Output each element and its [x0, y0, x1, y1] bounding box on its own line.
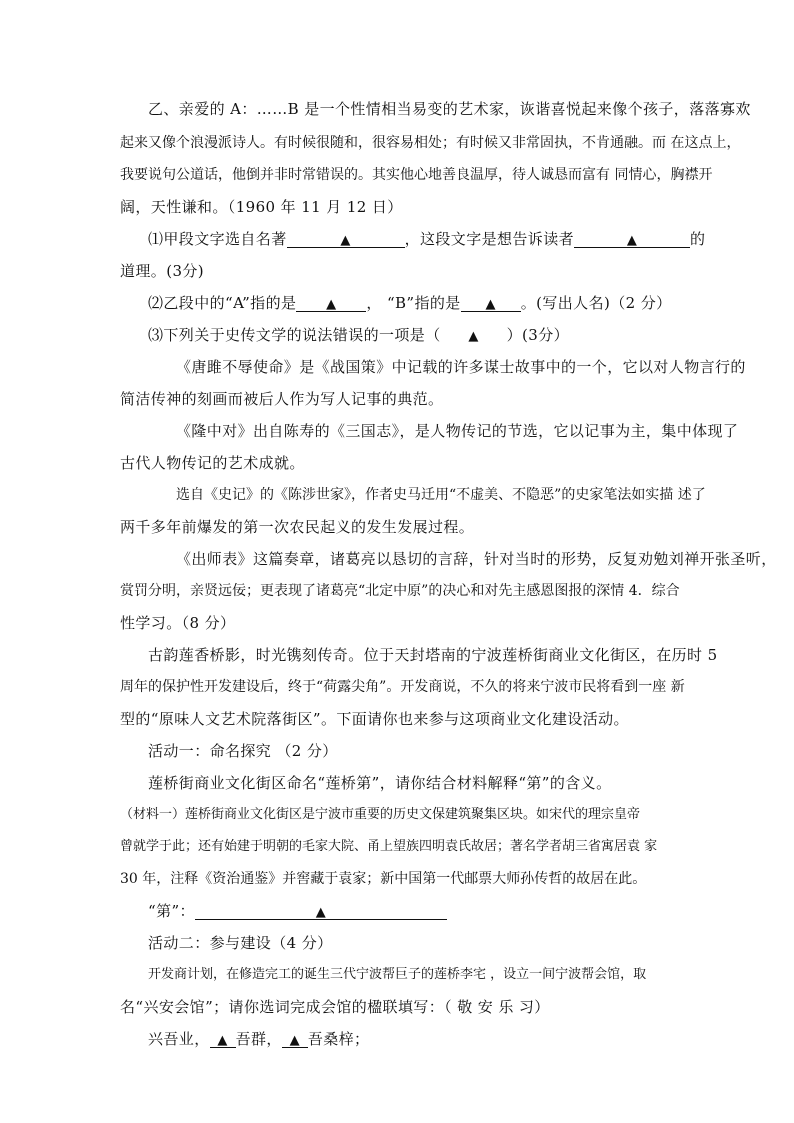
answer-blank[interactable]	[210, 1032, 236, 1048]
triangle-marker-icon: ▲	[340, 233, 351, 248]
question-2	[148, 296, 672, 312]
activity-2-line-1: 开发商计划，在修造完工的诞生三代宁波帮巨子的莲桥李宅 ，设立一间宁波帮会馆，取	[148, 967, 647, 982]
question-1-text-c: 的	[690, 230, 706, 248]
triangle-marker-icon: ▲	[485, 297, 496, 312]
answer-slot[interactable]	[441, 328, 507, 343]
question-2-text-c: 。(写出人名)（2 分）	[520, 294, 672, 312]
triangle-marker-icon: ▲	[315, 905, 327, 920]
activity-1-prompt: 莲桥街商业文化街区命名“莲桥第”，请你结合材料解释“第”的含义。	[148, 774, 612, 792]
option-a-line-1: 《唐雎不辱使命》是《战国策》中记载的许多谋士故事中的一个，它以对人物言行的	[176, 358, 746, 376]
answer-blank[interactable]	[282, 1032, 308, 1048]
option-c-line-1: 选自《史记》的《陈涉世家》，作者史马迁用“不虚美、不隐恶”的史家笔法如实描 述了	[176, 487, 706, 503]
answer-blank[interactable]	[574, 232, 690, 248]
option-d-line-1: 《出师表》这篇奏章，诸葛亮以恳切的言辞，针对当时的形势，反复劝勉刘禅开张圣听，	[176, 550, 777, 568]
triangle-marker-icon: ▲	[626, 233, 638, 248]
answer-label: “第”：	[148, 902, 195, 920]
question-1-text-b: ，这段文字是想告诉读者	[404, 230, 575, 248]
answer-blank[interactable]	[296, 296, 366, 312]
answer-blank[interactable]	[461, 296, 521, 312]
intro-line-1: 古韵莲香桥影，时光镌刻传奇。位于天封塔南的宁波莲桥街商业文化街区，在历时 5	[148, 646, 718, 664]
question-3-text-b: ）(3分）	[506, 326, 570, 344]
question-1	[148, 232, 705, 248]
activity-1-answer	[148, 904, 447, 920]
couplet-text-c: 吾桑梓；	[307, 1030, 370, 1048]
material-1-line-1: （材料一）莲桥街商业文化街区是宁波市重要的历史文保建筑聚集区块。如宋代的理宗皇帝	[120, 807, 641, 822]
couplet-text-a: 兴吾业，	[148, 1030, 210, 1048]
option-b-line-2: 古代人物传记的艺术成就。	[120, 454, 305, 472]
question-3	[148, 328, 569, 343]
activity-2-heading: 活动二：参与建设（4 分）	[148, 934, 333, 952]
question-1-text-a: ⑴甲段文字选自名著	[148, 230, 287, 248]
triangle-marker-icon: ▲	[217, 1033, 228, 1048]
intro-line-3: 型的“原味人文艺术院落街区”。下面请你也来参与这项商业文化建设活动。	[120, 710, 629, 728]
material-1-line-2: 曾就学于此；还有始建于明朝的毛家大院、甬上望族四明袁氏故居；著名学者胡三省寓居袁 家	[120, 839, 658, 854]
activity-1-heading: 活动一：命名探究 （2 分）	[148, 742, 338, 760]
question-2-text-b: ， “B”指的是	[366, 294, 461, 312]
option-a-line-2: 简洁传神的刻画而被后人作为写人记事的典范。	[120, 390, 444, 408]
couplet-line	[148, 1032, 369, 1048]
option-b-line-1: 《隆中对》出自陈寿的《三国志》，是人物传记的节选，它以记事为主，集中体现了	[176, 422, 739, 440]
triangle-marker-icon: ▲	[468, 329, 479, 344]
triangle-marker-icon: ▲	[326, 297, 337, 312]
passage-b-line-2: 起来又像个浪漫派诗人。有时候很随和，很容易相处；有时候又非常固执，不肯通融。而 在这点上，	[120, 135, 741, 151]
answer-blank[interactable]	[287, 232, 405, 248]
answer-blank[interactable]	[195, 904, 447, 920]
question-3-text-a: ⑶下列关于史传文学的说法错误的一项是（	[148, 326, 441, 344]
activity-2-line-2: 名“兴安会馆”；请你选词完成会馆的楹联填写：（ 敬 安 乐 习）	[120, 998, 550, 1016]
question-1-line-2: 道理。(3分)	[120, 262, 205, 280]
triangle-marker-icon: ▲	[289, 1033, 301, 1048]
intro-line-2: 周年的保护性开发建设后，终于“荷露尖角”。开发商说，不久的将来宁波市民将看到一座 新	[120, 679, 685, 695]
option-c-line-2: 两千多年前爆发的第一次农民起义的发生发展过程。	[120, 518, 475, 536]
section-4-heading: 性学习。（8 分）	[120, 614, 236, 632]
option-d-line-2: 赏罚分明，亲贤远佞；更表现了诸葛亮“北定中原”的决心和对先主感恩图报的深情 4．综合	[120, 583, 680, 599]
material-1-line-3: 30 年，注释《资治通鉴》并窖藏于袁家；新中国第一代邮票大师孙传哲的故居在此。	[120, 871, 647, 887]
passage-b-line-4: 阔，天性谦和。（1960 年 11 月 12 日）	[120, 198, 403, 216]
question-2-text-a: ⑵乙段中的“A”指的是	[148, 294, 297, 312]
passage-b-line-1: 乙、亲爱的 A：……B 是一个性情相当易变的艺术家，诙谐喜悦起来像个孩子，落落寡欢	[148, 100, 751, 118]
passage-b-line-3: 我要说句公道话，他倒并非时常错误的。其实他心地善良温厚，待人诚恳而富有 同情心，胸襟开	[120, 167, 713, 183]
couplet-text-b: 吾群，	[235, 1030, 282, 1048]
